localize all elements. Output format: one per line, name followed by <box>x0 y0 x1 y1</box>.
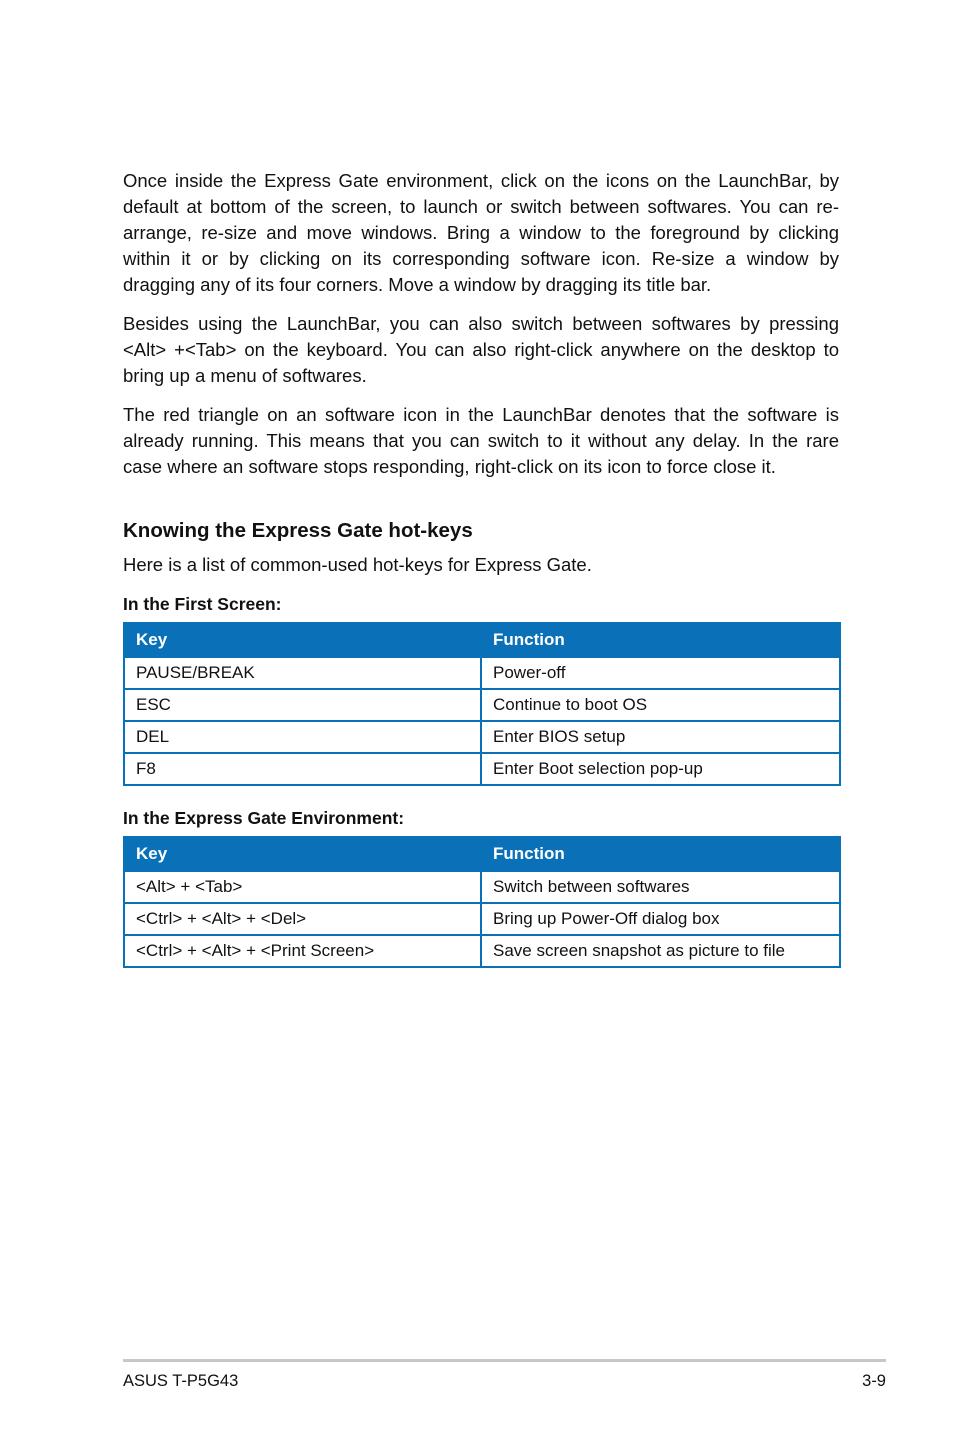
body-text <box>123 168 839 493</box>
table-row <box>124 657 840 689</box>
key-cell: <Ctrl> + <Alt> + <Del> <box>124 903 481 935</box>
table-row <box>124 753 840 785</box>
function-cell: Enter Boot selection pop-up <box>481 753 840 785</box>
footer-divider <box>123 1359 886 1362</box>
table-header-row <box>124 837 840 871</box>
table-header-row <box>124 623 840 657</box>
header-key: Key <box>124 837 481 871</box>
key-cell: F8 <box>124 753 481 785</box>
function-cell: Bring up Power-Off dialog box <box>481 903 840 935</box>
first-screen-title: In the First Screen: <box>123 594 282 614</box>
environment-table <box>123 836 841 968</box>
paragraph-alt-tab: Besides using the LaunchBar, you can also switch between softwares by pressing <Alt> +<Tab> on the keyboard. You can also right-click anywhere on the desktop to bring up a menu of softwares. <box>123 313 839 386</box>
table-row <box>124 721 840 753</box>
header-function: Function <box>481 837 840 871</box>
function-cell: Power-off <box>481 657 840 689</box>
hotkeys-intro: Here is a list of common-used hot-keys for Express Gate. <box>123 554 592 575</box>
first-screen-table <box>123 622 841 786</box>
environment-title: In the Express Gate Environment: <box>123 808 405 828</box>
table-row <box>124 871 840 903</box>
function-cell: Save screen snapshot as picture to file <box>481 935 840 967</box>
header-function: Function <box>481 623 840 657</box>
function-cell: Continue to boot OS <box>481 689 840 721</box>
key-cell: <Ctrl> + <Alt> + <Print Screen> <box>124 935 481 967</box>
paragraph-red-triangle: The red triangle on an software icon in the LaunchBar denotes that the software is already running. This means that you can switch to it without any delay. In the rare case where an software stops responding, right-click on its icon to force close it. <box>123 404 839 477</box>
table-row <box>124 689 840 721</box>
key-cell: PAUSE/BREAK <box>124 657 481 689</box>
key-cell: ESC <box>124 689 481 721</box>
footer-product-name: ASUS T-P5G43 <box>123 1372 239 1390</box>
key-cell: DEL <box>124 721 481 753</box>
function-cell: Enter BIOS setup <box>481 721 840 753</box>
section-heading-hotkeys: Knowing the Express Gate hot-keys <box>123 519 473 542</box>
table-row <box>124 903 840 935</box>
key-cell: <Alt> + <Tab> <box>124 871 481 903</box>
footer-page-number: 3-9 <box>862 1372 886 1390</box>
header-key: Key <box>124 623 481 657</box>
paragraph-launchbar: Once inside the Express Gate environment, click on the icons on the LaunchBar, by default at bottom of the screen, to launch or switch between softwares. You can re-arrange, re-size and move windows. Bring a window to the foreground by clicking within it or by clicking on its corresponding software icon. Re-size a window by dragging any of its four corners. Move a window by dragging its title bar. <box>123 170 839 295</box>
function-cell: Switch between softwares <box>481 871 840 903</box>
table-row <box>124 935 840 967</box>
